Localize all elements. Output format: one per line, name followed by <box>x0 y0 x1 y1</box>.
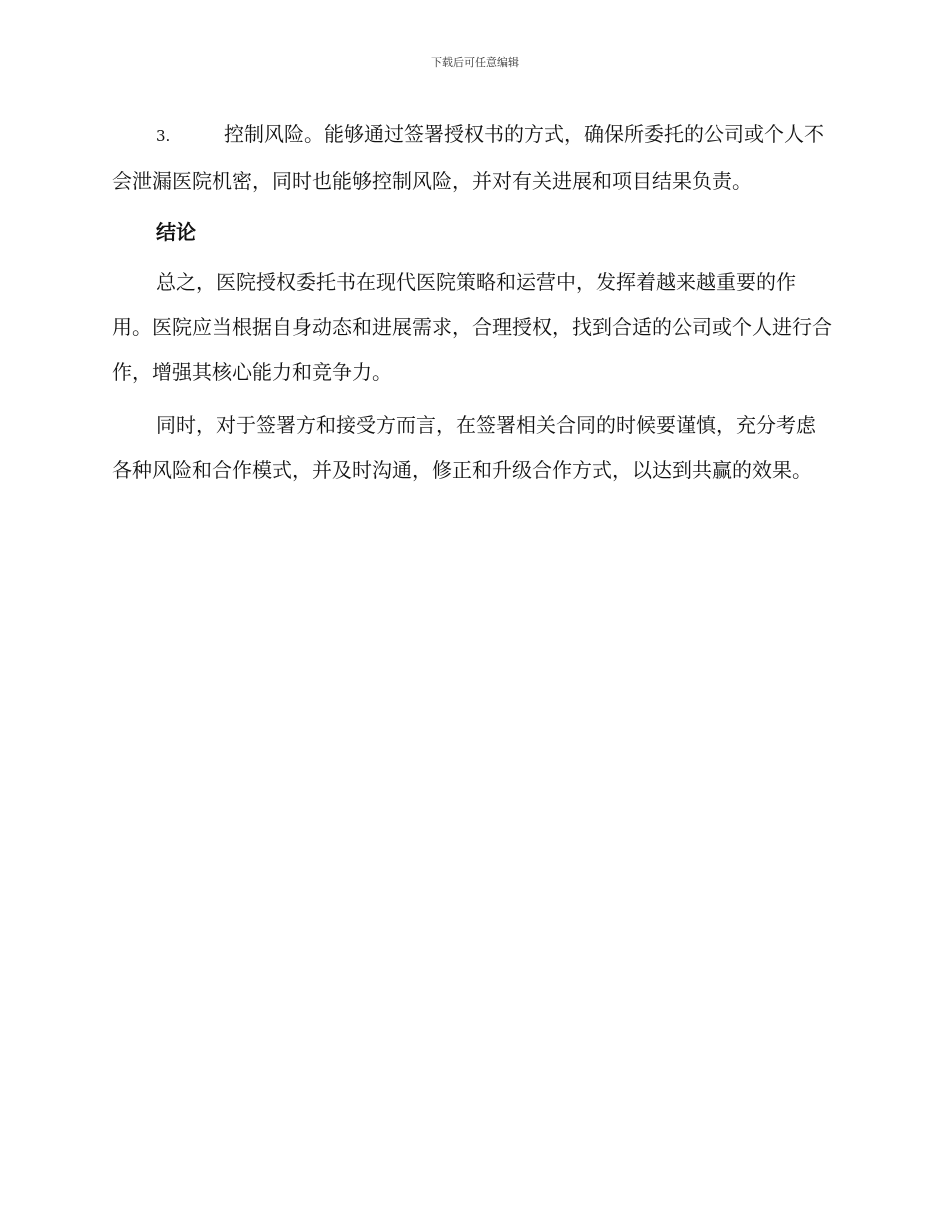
header-note: 下载后可任意编辑 <box>431 56 519 69</box>
conclusion-paragraph-2: 同时，对于签署方和接受方而言，在签署相关合同的时候要谨慎，充分考虑各种风险和合作模式，并及时沟通，修正和升级合作方式，以达到共赢的效果。 <box>112 413 816 482</box>
document-body <box>112 112 834 501</box>
conclusion-paragraph-1: 总之，医院授权委托书在现代医院策略和运营中，发挥着越来越重要的作用。医院应当根据自身动态和进展需求，合理授权，找到合适的公司或个人进行合作，增强其核心能力和竞争力。 <box>112 270 832 384</box>
conclusion-heading: 结论 <box>156 220 196 244</box>
numbered-item-paragraph <box>112 112 834 204</box>
item-text: 控制风险。能够通过签署授权书的方式，确保所委托的公司或个人不会泄漏医院机密，同时也能够控制风险，并对有关进展和项目结果负责。 <box>112 122 824 193</box>
item-number: 3. <box>156 127 171 145</box>
